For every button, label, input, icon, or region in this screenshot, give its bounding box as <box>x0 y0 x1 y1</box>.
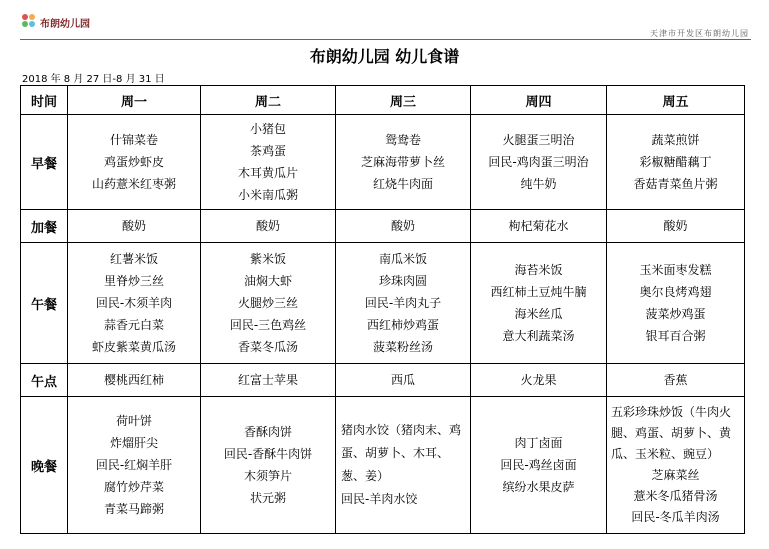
dish-item: 红富士苹果 <box>237 373 298 387</box>
dish-item: 木耳黄瓜片 <box>237 166 298 180</box>
dish-item: 蔬菜煎饼 <box>651 133 700 147</box>
menu-cell <box>68 210 201 243</box>
dish-item: 枸杞菊花水 <box>508 219 569 233</box>
dish-item: 酸奶 <box>390 219 415 233</box>
column-header: 周四 <box>471 86 607 115</box>
dish-item: 荷叶饼 <box>115 414 152 428</box>
menu-cell <box>607 364 745 397</box>
menu-cell <box>336 115 471 210</box>
meal-label: 午点 <box>21 364 68 397</box>
dish-item: 西红柿土豆炖牛腩 <box>490 285 587 299</box>
menu-cell <box>607 397 745 534</box>
dish-item: 回民-鸡丝卤面 <box>500 458 577 472</box>
menu-cell <box>471 397 607 534</box>
dish-item: 芝麻菜丝 <box>651 468 700 482</box>
menu-table <box>20 85 745 534</box>
school-name: 天津市开发区布朗幼儿园 <box>650 29 749 38</box>
menu-cell <box>336 243 471 364</box>
dish-item: 珍珠肉圆 <box>378 274 427 288</box>
dish-item: 意大利蔬菜汤 <box>502 329 575 343</box>
menu-cell <box>68 243 201 364</box>
dish-item: 青菜马蹄粥 <box>103 502 164 516</box>
menu-cell <box>607 243 745 364</box>
dish-item: 菠菜粉丝汤 <box>372 340 433 354</box>
menu-cell <box>68 364 201 397</box>
menu-cell <box>336 210 471 243</box>
dish-item: 酸奶 <box>121 219 146 233</box>
dish-item: 香蕉 <box>663 373 688 387</box>
column-header: 时间 <box>21 86 68 115</box>
logo-text: 布朗幼儿园 <box>40 18 90 30</box>
logo-icon <box>22 14 36 30</box>
dish-item: 火腿炒三丝 <box>237 296 298 310</box>
dish-item: 山药薏米红枣粥 <box>91 177 176 191</box>
header-row <box>21 86 745 115</box>
menu-cell <box>201 243 336 364</box>
dish-item: 红薯米饭 <box>109 252 158 266</box>
menu-cell <box>471 243 607 364</box>
column-header: 周二 <box>201 86 336 115</box>
table-row <box>21 397 745 534</box>
dish-item: 回民-红焖羊肝 <box>95 458 173 472</box>
dish-item: 回民-木须羊肉 <box>95 296 173 310</box>
dish-item: 香菇青菜鱼片粥 <box>633 177 718 191</box>
menu-cell <box>201 397 336 534</box>
header-divider <box>20 39 751 40</box>
menu-cell <box>201 364 336 397</box>
dish-item: 芝麻海带萝卜丝 <box>360 155 445 169</box>
dish-item: 小猪包 <box>249 122 286 136</box>
dish-item: 肉丁卤面 <box>514 436 563 450</box>
dish-item: 红烧牛肉面 <box>372 177 433 191</box>
dish-item: 腐竹炒芹菜 <box>103 480 164 494</box>
dish-item: 鸳鸯卷 <box>384 133 421 147</box>
column-header: 周五 <box>607 86 745 115</box>
dish-item: 玉米面枣发糕 <box>639 263 712 277</box>
menu-cell <box>68 115 201 210</box>
dish-item: 西红柿炒鸡蛋 <box>366 318 439 332</box>
dish-item: 回民-羊肉水饺 <box>341 492 418 506</box>
column-header: 周三 <box>336 86 471 115</box>
dish-item: 海苔米饭 <box>514 263 563 277</box>
table-row <box>21 243 745 364</box>
dish-item: 紫米饭 <box>249 252 286 266</box>
dish-item: 香酥肉饼 <box>243 425 292 439</box>
meal-label: 加餐 <box>21 210 68 243</box>
dish-item: 木须笋片 <box>243 469 292 483</box>
menu-cell <box>607 210 745 243</box>
brand-logo <box>22 14 90 30</box>
dish-item: 奥尔良烤鸡翅 <box>639 285 712 299</box>
dish-item: 西瓜 <box>390 373 415 387</box>
dish-item: 小米南瓜粥 <box>237 188 298 202</box>
column-header: 周一 <box>68 86 201 115</box>
dish-item: 茶鸡蛋 <box>249 144 286 158</box>
dish-item: 回民-羊肉丸子 <box>364 296 442 310</box>
dish-item: 银耳百合粥 <box>645 329 706 343</box>
dish-item: 酸奶 <box>663 219 688 233</box>
menu-cell <box>471 115 607 210</box>
dish-item: 菠菜炒鸡蛋 <box>645 307 706 321</box>
dish-item: 缤纷水果皮萨 <box>502 480 575 494</box>
dish-item: 海米丝瓜 <box>514 307 563 321</box>
dish-item: 油焖大虾 <box>243 274 292 288</box>
dish-item: 鸡蛋炒虾皮 <box>103 155 164 169</box>
menu-cell <box>471 210 607 243</box>
dish-item: 香菜冬瓜汤 <box>237 340 298 354</box>
dish-item: 纯牛奶 <box>520 177 557 191</box>
dish-item: 状元粥 <box>249 491 286 505</box>
dish-item: 酸奶 <box>255 219 280 233</box>
dish-item: 里脊炒三丝 <box>103 274 164 288</box>
dish-item: 南瓜米饭 <box>378 252 427 266</box>
dish-item: 炸熘肝尖 <box>109 436 158 450</box>
dish-item: 回民-冬瓜羊肉汤 <box>631 510 720 524</box>
page-title: 布朗幼儿园 幼儿食谱 <box>309 47 460 66</box>
dish-item: 回民-鸡肉蛋三明治 <box>488 155 589 169</box>
menu-cell <box>336 364 471 397</box>
dish-item: 火腿蛋三明治 <box>502 133 575 147</box>
dish-item: 回民-香酥牛肉饼 <box>223 447 313 461</box>
table-row <box>21 115 745 210</box>
date-range: 2018 年 8 月 27 日-8 月 31 日 <box>22 74 165 85</box>
menu-cell <box>336 397 471 534</box>
dish-item: 猪肉水饺（猪肉末、鸡蛋、胡萝卜、木耳、葱、姜） <box>341 423 462 483</box>
dish-item: 回民-三色鸡丝 <box>229 318 307 332</box>
menu-cell <box>607 115 745 210</box>
meal-label: 午餐 <box>21 243 68 364</box>
meal-label: 晚餐 <box>21 397 68 534</box>
menu-cell <box>68 397 201 534</box>
menu-cell <box>201 115 336 210</box>
dish-item: 樱桃西红柿 <box>103 373 164 387</box>
dish-item: 蒜香元白菜 <box>103 318 164 332</box>
dish-item: 虾皮紫菜黄瓜汤 <box>91 340 176 354</box>
table-row <box>21 364 745 397</box>
dish-item: 火龙果 <box>520 373 557 387</box>
table-row <box>21 210 745 243</box>
menu-cell <box>201 210 336 243</box>
meal-label: 早餐 <box>21 115 68 210</box>
dish-item: 薏米冬瓜猪骨汤 <box>633 489 718 503</box>
dish-item: 什锦菜卷 <box>109 133 158 147</box>
dish-item: 五彩珍珠炒饭（牛肉火腿、鸡蛋、胡萝卜、黄瓜、玉米粒、豌豆） <box>611 405 732 461</box>
dish-item: 彩椒糖醋藕丁 <box>639 155 712 169</box>
menu-cell <box>471 364 607 397</box>
